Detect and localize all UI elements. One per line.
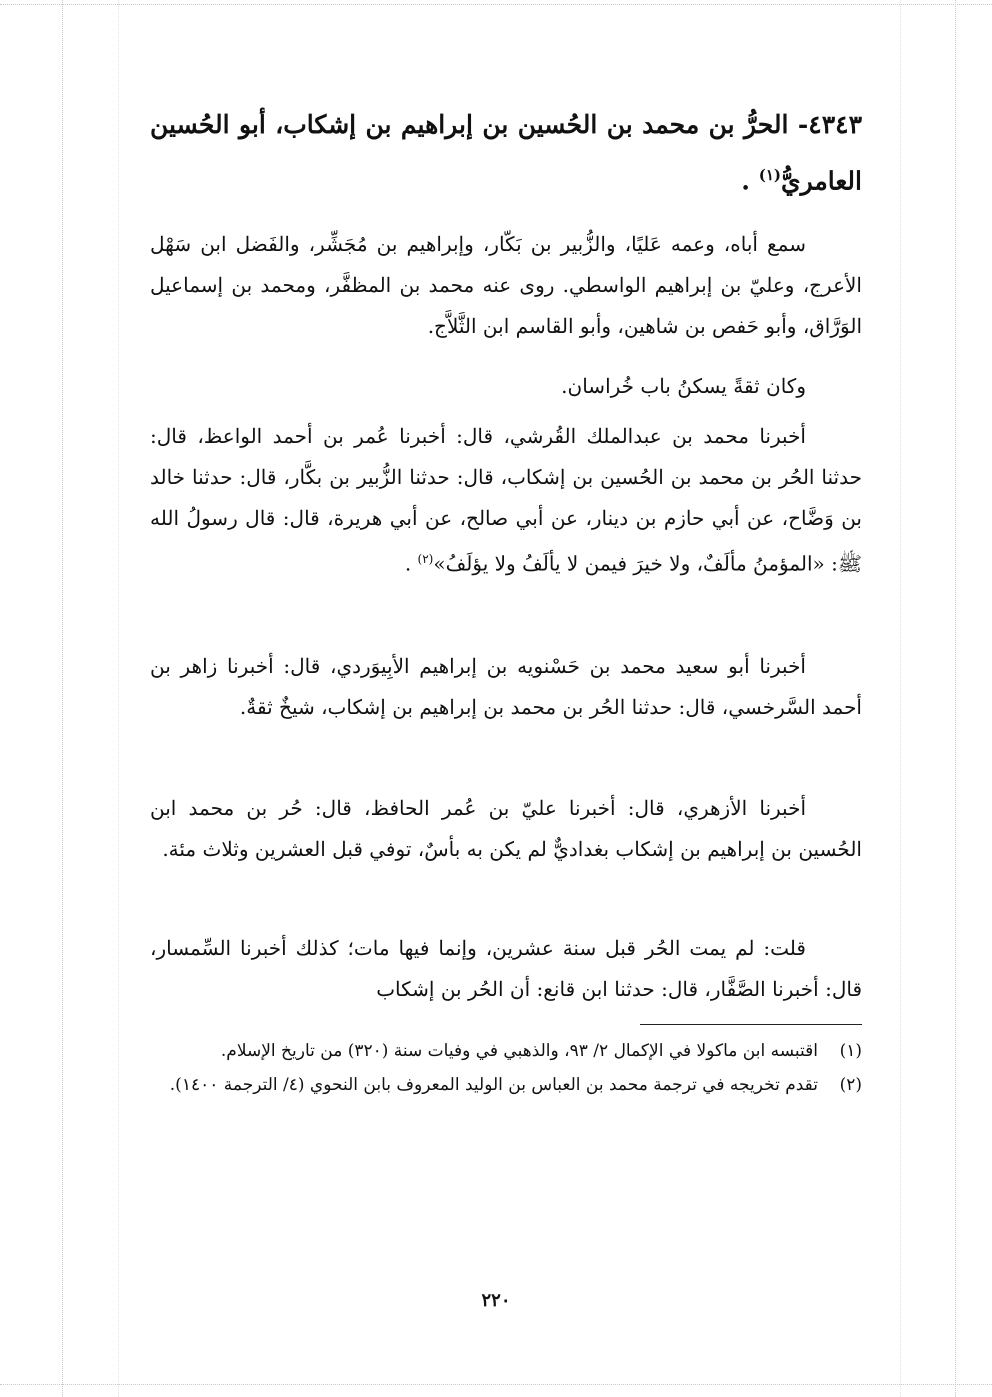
- entry-title: [150, 100, 862, 206]
- paragraph-azhari-report: أخبرنا الأزهري، قال: أخبرنا عليّ بن عُمر الحافظ، قال: حُر بن محمد ابن الحُسين بن إبراهيم بن إشكاب بغداديٌّ لم يكن به بأسٌ، توفي قبل العشرين وثلاث مئة.: [150, 796, 862, 861]
- paragraph-residence: وكان ثقةً يسكنُ باب خُراسان.: [561, 374, 806, 398]
- paragraph-hadith-end: .: [404, 551, 418, 576]
- entry-title-end: .: [741, 166, 759, 196]
- footnote-number: (١): [839, 1041, 862, 1061]
- paragraph-author-note: قلت: لم يمت الحُر قبل سنة عشرين، وإنما فيها مات؛ كذلك أخبرنا السِّمسار، قال: أخبرنا الصَّفَّار، قال: حدثنا ابن قانع: أن الحُر بن إشكاب: [150, 936, 862, 1001]
- footnote-number: (٢): [839, 1075, 862, 1095]
- paragraph-hadith-text: أخبرنا محمد بن عبدالملك القُرشي، قال: أخبرنا عُمر بن أحمد الواعظ، قال: حدثنا الحُر بن محمد بن الحُسين بن إشكاب، قال: حدثنا الزُّبير بن بكَّار، قال: حدثنا خالد بن وَضَّاح، عن أبي حازم بن دينار، عن أبي صالح، عن أبي هريرة، قال: قال رسولُ الله ﷺ: «المؤمنُ مألَفٌ، ولا خيرَ فيمن لا يألَفُ ولا يؤلَفُ»: [150, 424, 862, 576]
- footnote-item: [150, 1070, 862, 1100]
- scan-border-right-inner: [900, 0, 901, 1397]
- scan-border-left-inner: [118, 0, 119, 1397]
- paragraph-abiwardi-report: أخبرنا أبو سعيد محمد بن حَسْنويه بن إبراهيم الأبِيوَردي، قال: أخبرنا زاهر بن أحمد السَّرخسي، قال: حدثنا الحُر بن محمد بن إبراهيم بن إشكاب، شيخٌ ثقةٌ.: [150, 654, 862, 719]
- scan-border-top: [0, 4, 992, 5]
- entry-title-text: ٤٣٤٣- الحرُّ بن محمد بن الحُسين بن إبراهيم بن إشكاب، أبو الحُسين العامريُّ: [150, 110, 862, 196]
- footnote-ref-1: (١): [758, 166, 781, 184]
- footnote-ref-2: (٢): [417, 552, 434, 566]
- footnotes: [150, 1036, 862, 1104]
- paragraph-hadith-narration: [150, 416, 862, 585]
- page-number: ٢٢٠: [481, 1290, 511, 1311]
- footnote-text: اقتبسه ابن ماكولا في الإكمال ٢/ ٩٣، والذهبي في وفيات سنة (٣٢٠) من تاريخ الإسلام.: [220, 1041, 818, 1061]
- footnote-text: تقدم تخريجه في ترجمة محمد بن العباس بن الوليد المعروف بابن النحوي (٤/ الترجمة ١٤٠٠).: [169, 1075, 818, 1095]
- paragraph-teachers-students: سمع أباه، وعمه عَليًا، والزُّبير بن بَكّار، وإبراهيم بن مُجَشِّر، والفَضل ابن سَهْل الأعرج، وعليّ بن إبراهيم الواسطي. روى عنه محمد بن المظفَّر، ومحمد بن إسماعيل الوَرَّاق، وأبو حَفص بن شاهين، وأبو القاسم ابن الثَّلاَّج.: [150, 232, 862, 338]
- footnote-separator: [640, 1024, 862, 1025]
- footnote-item: [150, 1036, 862, 1066]
- scan-border-left: [62, 0, 63, 1397]
- scan-border-bottom: [0, 1384, 992, 1385]
- scan-border-right: [955, 0, 956, 1397]
